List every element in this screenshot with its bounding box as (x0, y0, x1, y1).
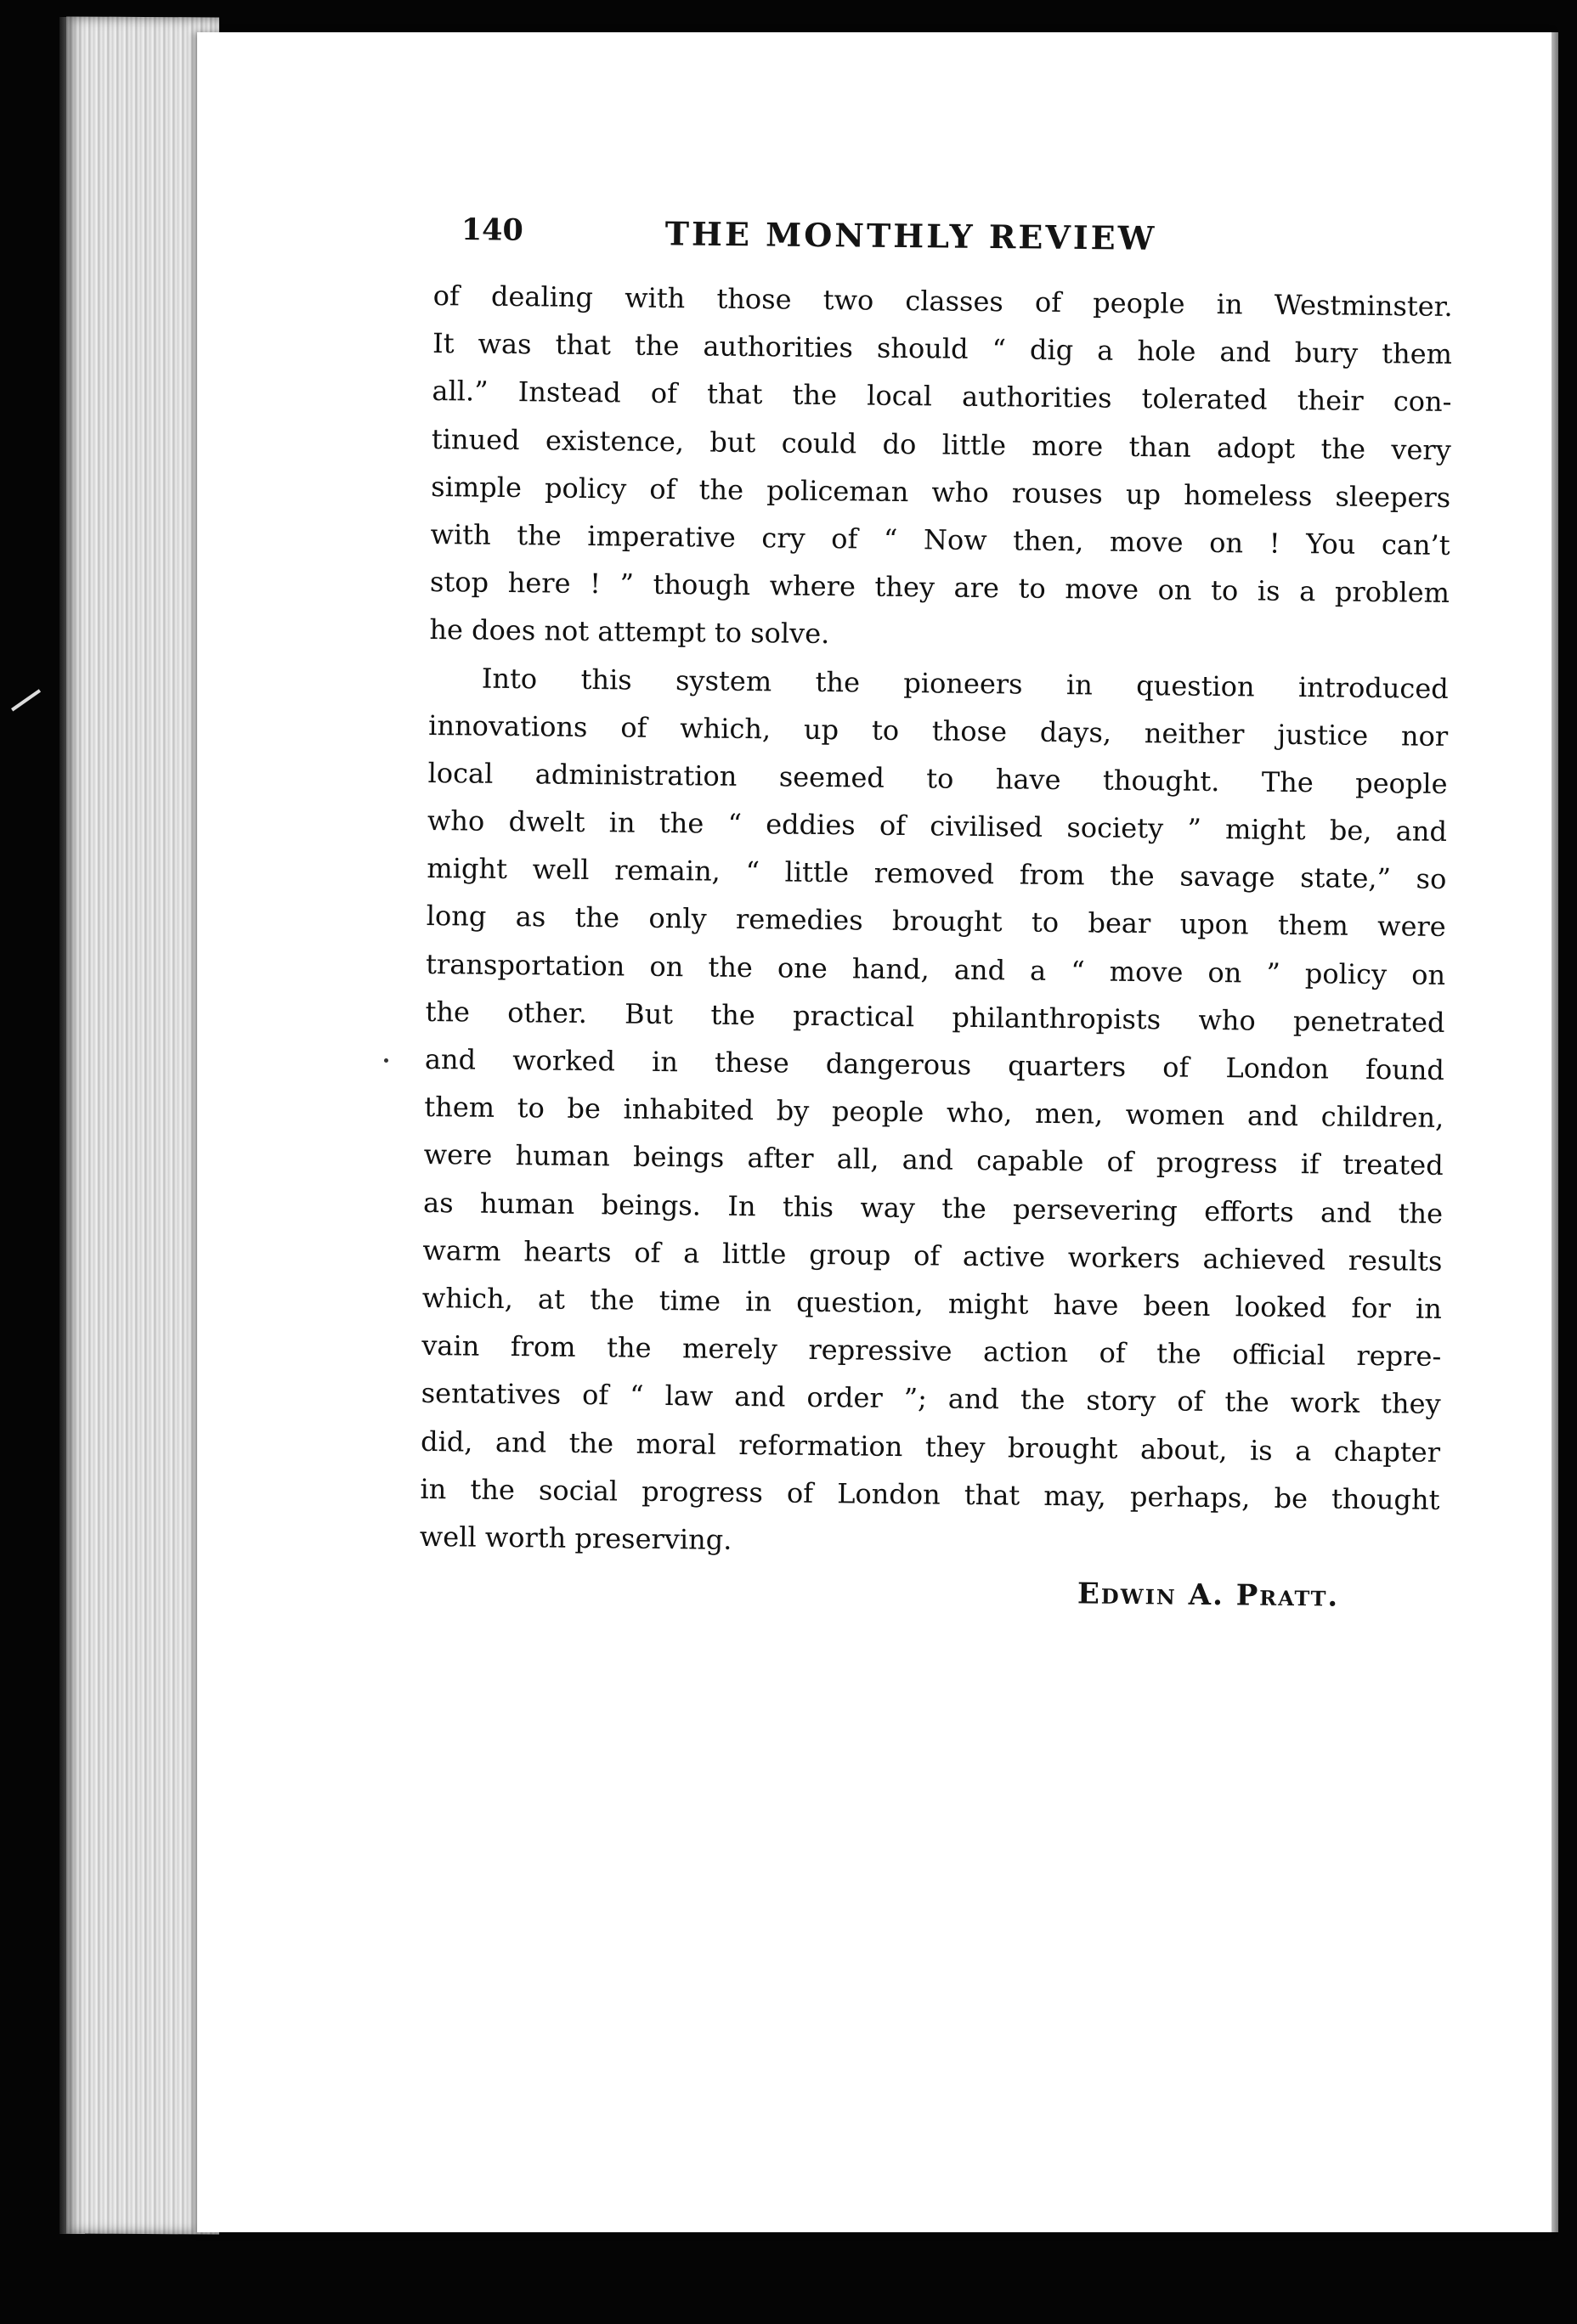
text-line: vain from the merely repressive action of the official repre- (421, 1329, 1442, 1374)
text-line: all.” Instead of that the local authorities tolerated their con- (432, 375, 1452, 419)
text-line: might well remain, “ little removed from the savage state,” so (427, 852, 1447, 896)
paragraph-1 (429, 272, 1453, 664)
text-line: with the imperative cry of “ Now then, move on ! You can’t (430, 517, 1450, 561)
text-line: Into this system the pioneers in question introduced (481, 662, 1449, 705)
text-line: who dwelt in the “ eddies of civilised society ” might be, and (427, 804, 1448, 849)
text-line: warm hearts of a little group of active workers achieved results (422, 1233, 1443, 1278)
text-line: tinued existence, but could do little more than adopt the very (431, 422, 1452, 466)
text-line: simple policy of the policeman who rouses up homeless sleepers (431, 470, 1451, 514)
text-line: local administration seemed to have thought. The people (427, 756, 1448, 800)
text-line: in the social progress of London that may, perhaps, be thought (420, 1472, 1440, 1516)
text-line: of dealing with those two classes of people in Westminster. (432, 279, 1453, 323)
text-line: as human beings. In this way the persevering efforts and the (422, 1186, 1444, 1230)
text-line: which, at the time in question, might have been looked for in (421, 1281, 1443, 1325)
text-line: long as the only remedies brought to bear upon them were (426, 900, 1446, 944)
body-text (420, 272, 1453, 1571)
page-number: 140 (461, 212, 524, 248)
text-line: he does not attempt to solve. (429, 613, 830, 651)
running-head: THE MONTHLY REVIEW (664, 214, 1157, 257)
text-line: sentatives of “ law and order ”; and the story of the work they (421, 1377, 1441, 1421)
ink-speck (384, 1058, 388, 1063)
paragraph-2 (420, 653, 1449, 1571)
text-line: transportation on the one hand, and a “ move on ” policy on (425, 947, 1446, 991)
text-line: them to be inhabited by people who, men, women and children, (424, 1091, 1444, 1135)
text-line: the other. But the practical philanthropists who penetrated (425, 995, 1445, 1039)
text-line: innovations of which, up to those days, neither justice nor (428, 708, 1449, 753)
text-line: were human beings after all, and capable of progress if treated (423, 1138, 1444, 1182)
page-right-edge (1552, 32, 1558, 2232)
text-line: It was that the authorities should “ dig a hole and bury them (432, 327, 1453, 371)
text-line: did, and the moral reformation they brought about, is a chapter (420, 1424, 1441, 1469)
text-line: well worth preserving. (419, 1520, 732, 1556)
text-line: stop here ! ” though where they are to move on to is a problem (429, 566, 1450, 610)
text-line: and worked in these dangerous quarters of London found (424, 1042, 1445, 1086)
author-signature: Edwin A. Pratt. (1077, 1577, 1340, 1614)
page-header (461, 212, 1549, 277)
page-edges (66, 16, 219, 2234)
